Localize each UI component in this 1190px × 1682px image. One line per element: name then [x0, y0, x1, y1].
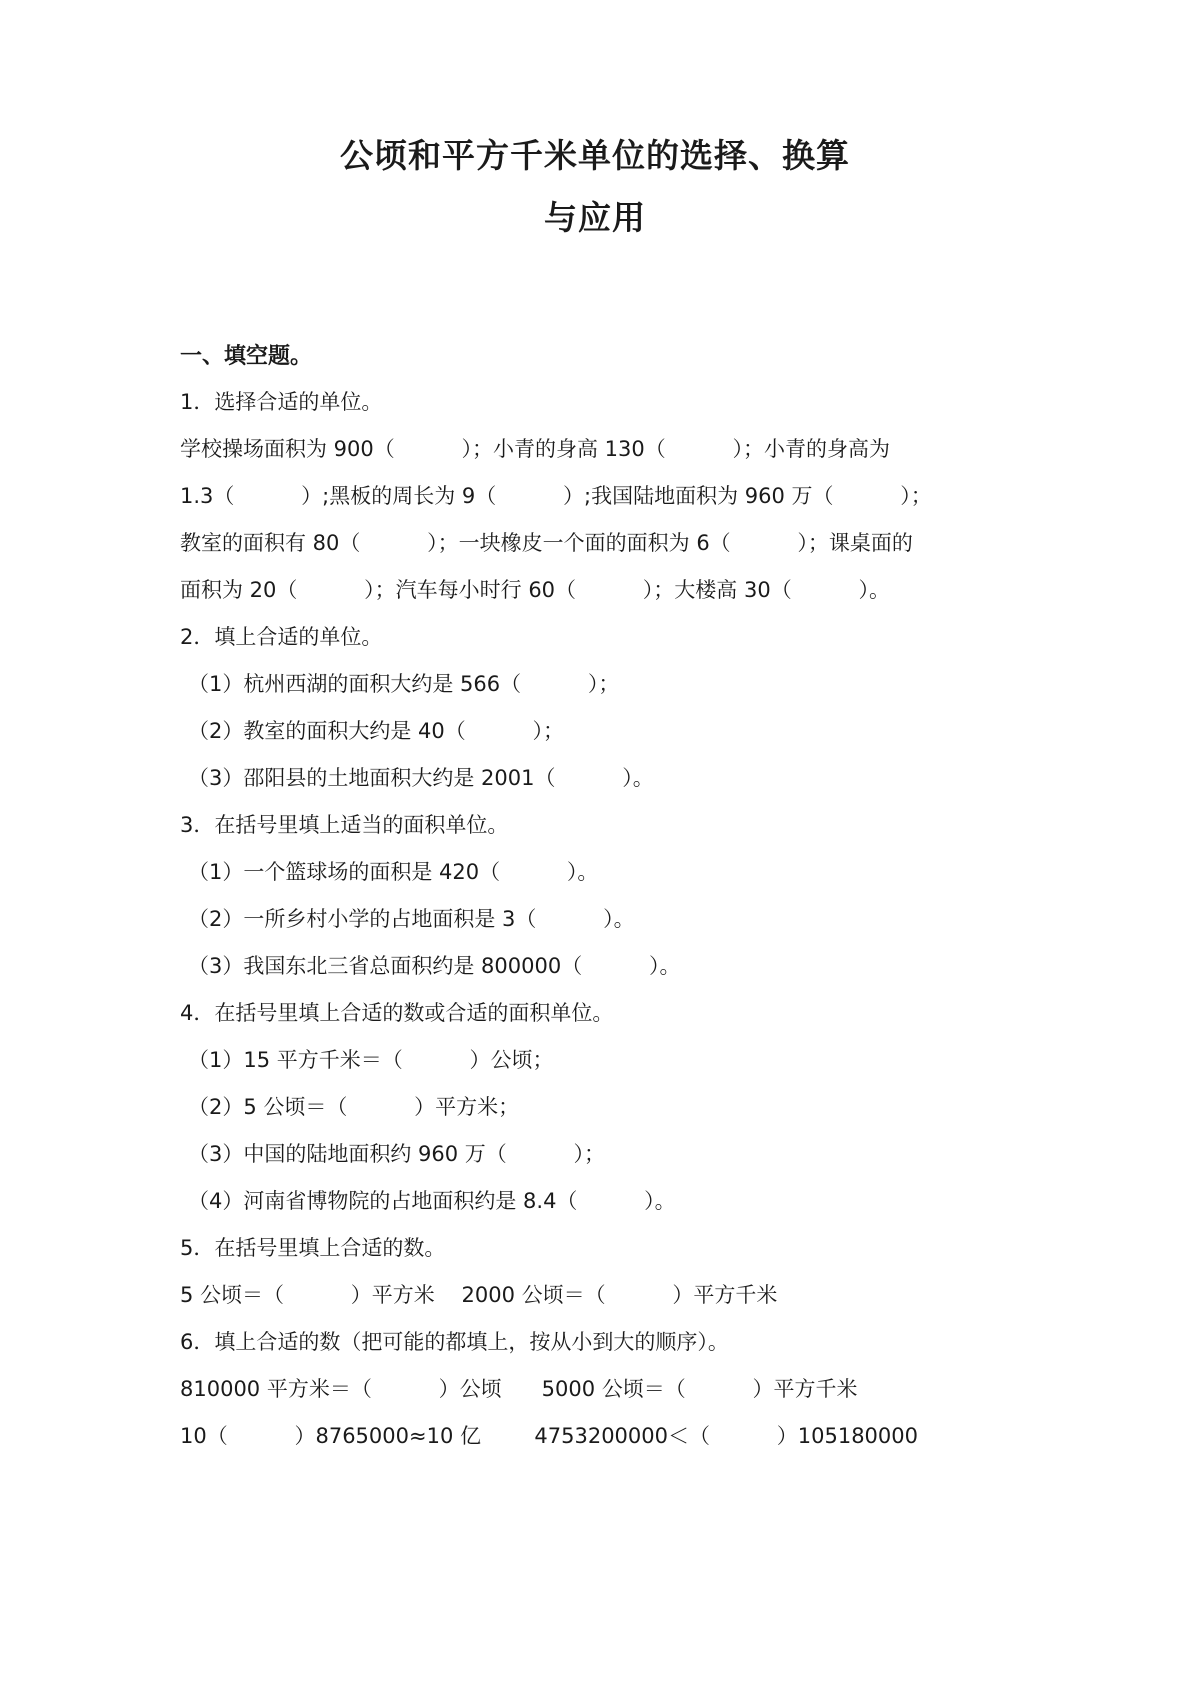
question-6-line-2: 10（ ）8765000≈10 亿 4753200000＜（ ）105180000	[180, 1424, 919, 1448]
question-1-line-4: 面积为 20（ ）；汽车每小时行 60（ ）；大楼高 30（ ）。	[180, 578, 890, 602]
page-title-line-2: 与应用	[544, 198, 646, 237]
question-4-item-2: （2）5 公顷＝（ ）平方米；	[188, 1095, 520, 1119]
question-3-item-1: （1）一个篮球场的面积是 420（ ）。	[188, 860, 599, 884]
page-title-line-1: 公顷和平方千米单位的选择、换算	[340, 136, 850, 175]
question-3-item-2: （2）一所乡村小学的占地面积是 3（ ）。	[188, 907, 635, 931]
question-2-item-1: （1）杭州西湖的面积大约是 566（ ）；	[188, 672, 620, 696]
question-6-line-1: 810000 平方米＝（ ）公顷 5000 公顷＝（ ）平方千米	[180, 1377, 858, 1401]
question-2-item-2: （2）教室的面积大约是 40（ ）；	[188, 719, 565, 743]
question-1-line-2: 1.3（ ）;黑板的周长为 9（ ）;我国陆地面积为 960 万（ ）；	[180, 484, 932, 508]
question-3-item-3: （3）我国东北三省总面积约是 800000（ ）。	[188, 954, 681, 978]
question-2-heading: 2．填上合适的单位。	[180, 625, 383, 649]
question-4-heading: 4．在括号里填上合适的数或合适的面积单位。	[180, 1001, 614, 1025]
question-2-item-3: （3）邵阳县的土地面积大约是 2001（ ）。	[188, 766, 654, 790]
question-5-line-1: 5 公顷＝（ ）平方米 2000 公顷＝（ ）平方千米	[180, 1283, 778, 1307]
question-4-item-4: （4）河南省博物院的占地面积约是 8.4（ ）。	[188, 1189, 676, 1213]
question-4-item-1: （1）15 平方千米＝（ ）公顷；	[188, 1048, 554, 1072]
question-1-heading: 1．选择合适的单位。	[180, 390, 383, 414]
question-6-heading: 6．填上合适的数（把可能的都填上，按从小到大的顺序）。	[180, 1330, 729, 1354]
question-1-line-3: 教室的面积有 80（ ）；一块橡皮一个面的面积为 6（ ）；课桌面的	[180, 531, 913, 555]
question-5-heading: 5．在括号里填上合适的数。	[180, 1236, 446, 1260]
question-3-heading: 3．在括号里填上适当的面积单位。	[180, 813, 509, 837]
question-1-line-1: 学校操场面积为 900（ ）；小青的身高 130（ ）；小青的身高为	[180, 437, 891, 461]
question-4-item-3: （3）中国的陆地面积约 960 万（ ）；	[188, 1142, 606, 1166]
section-heading: 一、填空题。	[180, 344, 313, 369]
